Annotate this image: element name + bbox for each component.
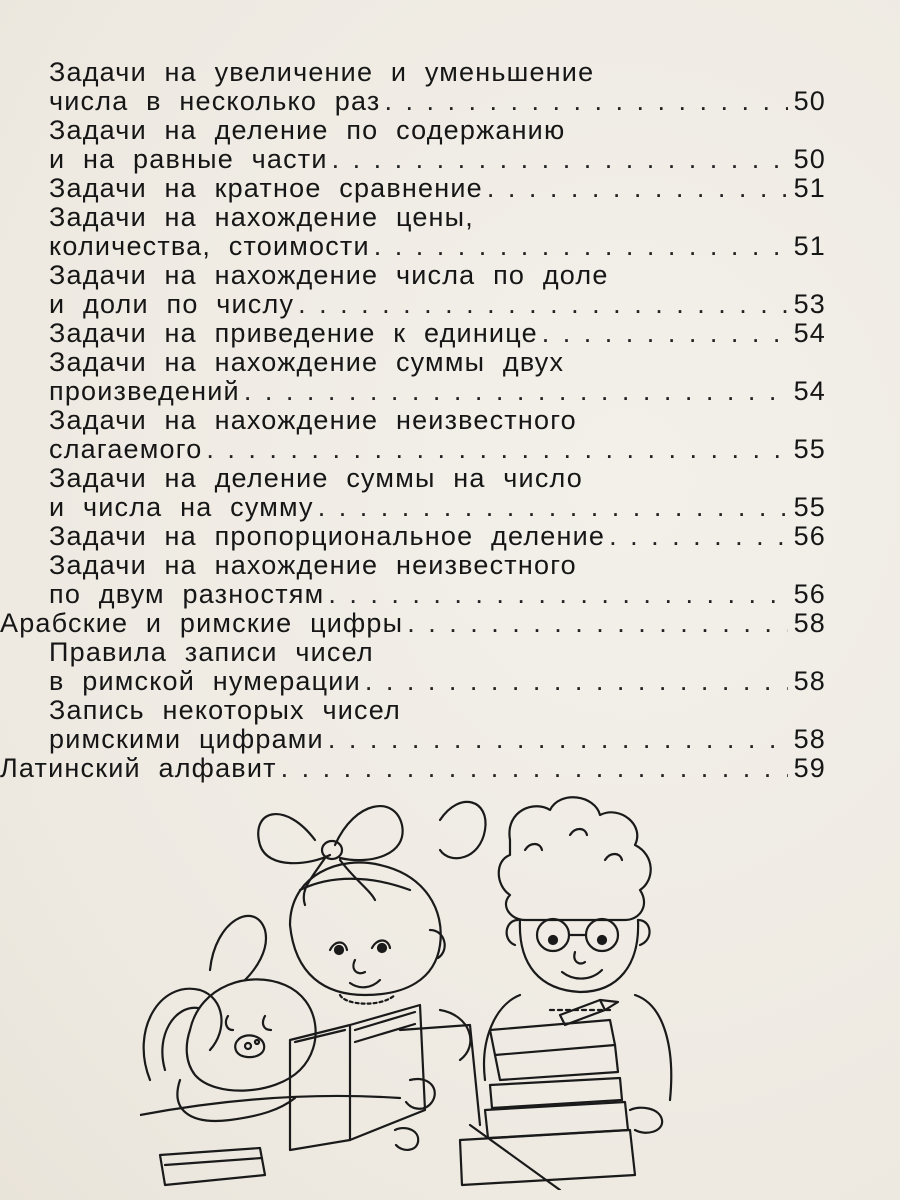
toc-page-number: 54 bbox=[793, 318, 826, 348]
toc-entry[interactable] bbox=[0, 696, 900, 754]
dot-leader bbox=[206, 435, 788, 464]
dot-leader bbox=[374, 232, 788, 261]
toc-entry[interactable] bbox=[0, 406, 900, 464]
dot-leader bbox=[318, 493, 788, 522]
toc-entry-title-line: в римской нумерации bbox=[49, 666, 361, 696]
toc-page-number: 58 bbox=[793, 724, 826, 754]
dot-leader bbox=[328, 725, 788, 754]
toc-page-number: 50 bbox=[793, 144, 826, 174]
toc-entry-title-line: Арабские и римские цифры bbox=[0, 608, 404, 638]
children-reading-illustration bbox=[140, 780, 700, 1190]
toc-entry[interactable] bbox=[0, 58, 900, 116]
dot-leader bbox=[542, 319, 788, 348]
toc-entry-title-line: римскими цифрами bbox=[49, 724, 324, 754]
toc-entry-title-line: Задачи на нахождение неизвестного bbox=[49, 550, 577, 580]
toc-entry-title-line: числа в несколько раз bbox=[49, 86, 381, 116]
toc-entry-title-line: Задачи на нахождение суммы двух bbox=[49, 347, 565, 377]
toc-entry-title-line: Задачи на нахождение цены, bbox=[49, 202, 474, 232]
bunny-ear-left bbox=[144, 989, 222, 1080]
dot-leader bbox=[365, 667, 788, 696]
dot-leader bbox=[385, 87, 789, 116]
toc-entry[interactable] bbox=[0, 319, 900, 348]
girl-bow bbox=[258, 814, 330, 863]
toc-entry[interactable] bbox=[0, 551, 900, 609]
toc-entry[interactable] bbox=[0, 348, 900, 406]
toc-page-number: 58 bbox=[793, 608, 826, 638]
toc-entry-title-line: и на равные части bbox=[49, 144, 328, 174]
toc-entry-title-line: произведений bbox=[49, 376, 240, 406]
boy-hair bbox=[499, 797, 651, 920]
toc-page-number: 59 bbox=[793, 753, 826, 783]
toc-page-number: 54 bbox=[793, 376, 826, 406]
toc-page-number: 58 bbox=[793, 666, 826, 696]
toc-page-number: 53 bbox=[793, 289, 826, 319]
toc-section-entry[interactable] bbox=[0, 609, 900, 638]
toc-entry-title-line: и доли по числу bbox=[49, 289, 295, 319]
toc-entry-title-line: Задачи на нахождение неизвестного bbox=[49, 405, 577, 435]
toc-entry-title-line: Задачи на приведение к единице bbox=[49, 318, 538, 348]
bunny-ear-right bbox=[210, 916, 266, 980]
dot-leader bbox=[487, 174, 788, 203]
toc-entry[interactable] bbox=[0, 464, 900, 522]
dot-leader bbox=[328, 580, 788, 609]
toc-entry-title-line: Задачи на увеличение и уменьшение bbox=[49, 57, 595, 87]
toc-entry-title-line: Задачи на деление по содержанию bbox=[49, 115, 566, 145]
book-stack bbox=[490, 1020, 615, 1055]
toc-entry[interactable] bbox=[0, 261, 900, 319]
dot-leader bbox=[298, 290, 788, 319]
toc-page-number: 50 bbox=[793, 86, 826, 116]
toc-entry-title-line: Задачи на деление суммы на число bbox=[49, 463, 584, 493]
girl-head bbox=[290, 863, 441, 996]
toc-entry[interactable] bbox=[0, 522, 900, 551]
dot-leader bbox=[609, 522, 788, 551]
toc-page-number: 55 bbox=[793, 434, 826, 464]
toc-entry[interactable] bbox=[0, 638, 900, 696]
dot-leader bbox=[244, 377, 788, 406]
dot-leader bbox=[281, 754, 788, 783]
toc-page-number: 55 bbox=[793, 492, 826, 522]
toc-entry-title-line: Запись некоторых чисел bbox=[49, 695, 401, 725]
girl-book bbox=[290, 1025, 350, 1150]
toc-entry-title-line: Правила записи чисел bbox=[49, 637, 374, 667]
table-of-contents bbox=[0, 58, 900, 783]
toc-entry[interactable] bbox=[0, 203, 900, 261]
dot-leader bbox=[407, 609, 788, 638]
toc-entry[interactable] bbox=[0, 116, 900, 174]
toc-page-number: 51 bbox=[793, 231, 826, 261]
toc-entry[interactable] bbox=[0, 174, 900, 203]
toc-entry-title-line: и числа на сумму bbox=[49, 492, 314, 522]
toc-entry-title-line: Задачи на кратное сравнение bbox=[49, 173, 483, 203]
toc-entry-title-line: количества, стоимости bbox=[49, 231, 370, 261]
dot-leader bbox=[332, 145, 788, 174]
toc-section-entry[interactable] bbox=[0, 754, 900, 783]
toc-entry-title-line: Задачи на пропорциональное деление bbox=[49, 521, 606, 551]
toc-page-number: 56 bbox=[793, 579, 826, 609]
toc-entry-title-line: слагаемого bbox=[49, 434, 203, 464]
toc-page-number: 51 bbox=[793, 173, 826, 203]
toc-entry-title-line: по двум разностям bbox=[49, 579, 325, 609]
toc-page-number: 56 bbox=[793, 521, 826, 551]
toc-entry-title-line: Задачи на нахождение числа по доле bbox=[49, 260, 609, 290]
toc-entry-title-line: Латинский алфавит bbox=[0, 753, 277, 783]
